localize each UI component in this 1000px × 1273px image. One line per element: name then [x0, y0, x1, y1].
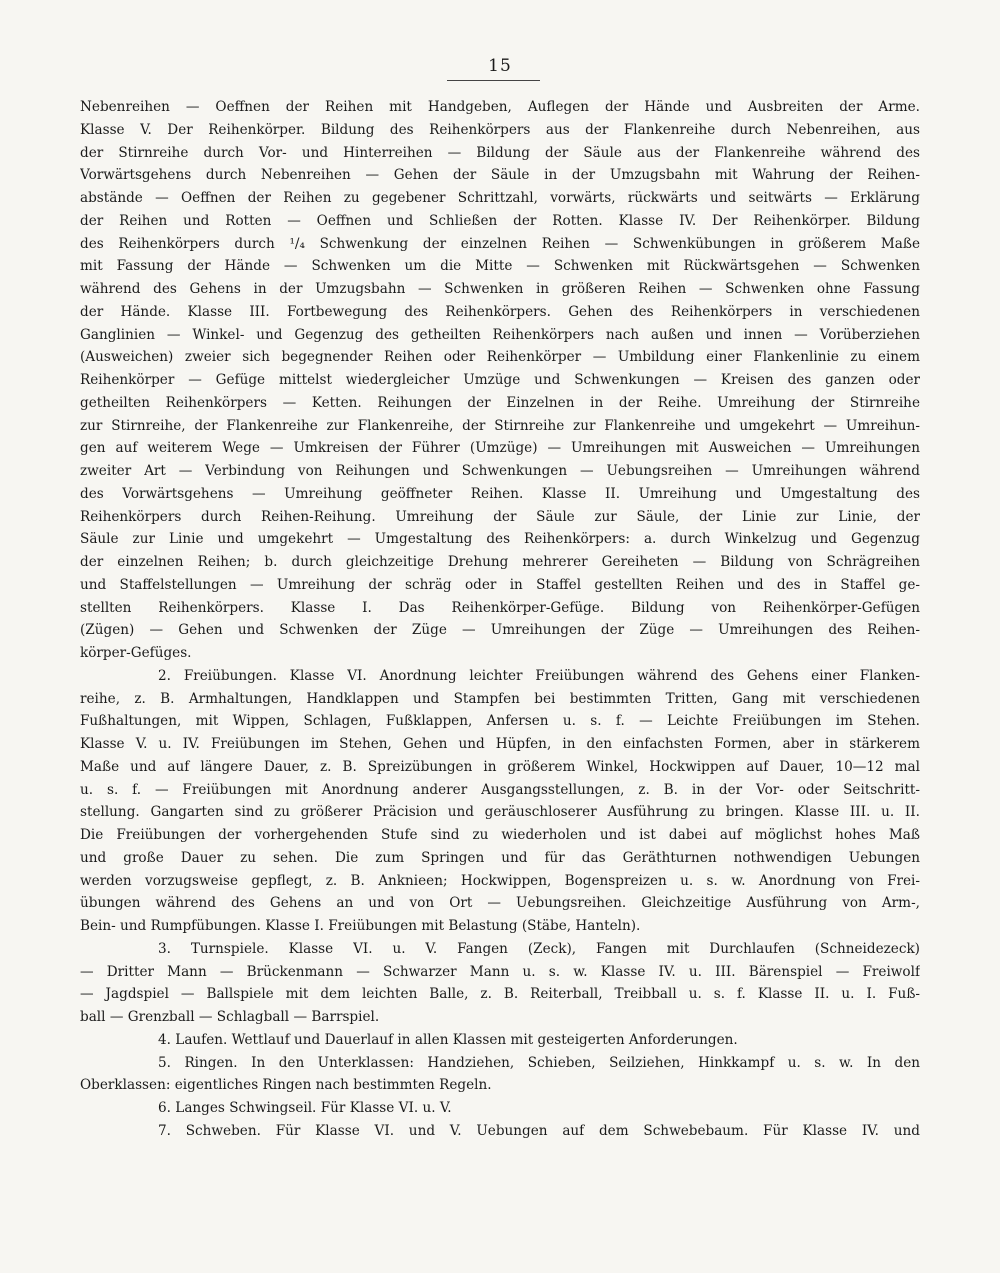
text-line: Maße und auf längere Dauer, z. B. Spreizübungen in größerem Winkel, Hockwippen auf Dauer, 10—12 mal	[80, 758, 920, 775]
text-line: und große Dauer zu sehen. Die zum Springen und für das Geräthturnen nothwendigen Uebungen	[80, 849, 920, 866]
text-line: Klasse V. u. IV. Freiübungen im Stehen, Gehen und Hüpfen, in den einfachsten Formen, aber in stärkerem	[80, 736, 920, 752]
text-line: stellten Reihenkörpers. Klasse I. Das Reihenkörper-Gefüge. Bildung von Reihenkörper-Gefügen	[80, 599, 920, 616]
text-line: der Reihen und Rotten — Oeffnen und Schließen der Rotten. Klasse IV. Der Reihenkörper. Bildung	[80, 212, 920, 229]
body-text	[80, 96, 920, 1143]
text-line: getheilten Reihenkörpers — Ketten. Reihungen der Einzelnen in der Reihe. Umreihung der Stirnreihe	[80, 394, 920, 411]
text-line: ball — Grenzball — Schlagball — Barrspiel.	[80, 1009, 380, 1025]
text-line: stellung. Gangarten sind zu größerer Präcision und geräuschloserer Ausführung zu bringen. Klasse III. u. II.	[80, 804, 920, 821]
text-line: übungen während des Gehens an und von Ort — Uebungsreihen. Gleichzeitige Ausführung von Arm-,	[80, 895, 920, 912]
text-line: 7. Schweben. Für Klasse VI. und V. Uebungen auf dem Schwebebaum. Für Klasse IV. und	[158, 1122, 920, 1139]
page-number: 15	[488, 56, 512, 76]
text-line: Vorwärtsgehens durch Nebenreihen — Gehen der Säule in der Umzugsbahn mit Wahrung der Reihen-	[80, 167, 920, 184]
text-line: reihe, z. B. Armhaltungen, Handklappen und Stampfen bei bestimmten Tritten, Gang mit verschiedenen	[80, 690, 920, 707]
text-line: gen auf weiterem Wege — Umkreisen der Führer (Umzüge) — Umreihungen mit Ausweichen — Umreihungen	[80, 440, 920, 457]
text-line: — Jagdspiel — Ballspiele mit dem leichten Balle, z. B. Reiterball, Treibball u. s. f. Klasse II. u. I. Fuß-	[80, 986, 920, 1003]
text-line: Fußhaltungen, mit Wippen, Schlagen, Fußklappen, Anfersen u. s. f. — Leichte Freiübungen im Stehen.	[80, 713, 920, 730]
text-line: und Staffelstellungen — Umreihung der schräg oder in Staffel gestellten Reihen und des in Staffel ge-	[80, 576, 920, 593]
text-line: zweiter Art — Verbindung von Reihungen und Schwenkungen — Uebungsreihen — Umreihungen während	[80, 463, 920, 479]
text-line: 5. Ringen. In den Unterklassen: Handziehen, Schieben, Seilziehen, Hinkkampf u. s. w. In den	[158, 1054, 920, 1071]
text-line: mit Fassung der Hände — Schwenken um die Mitte — Schwenken mit Rückwärtsgehen — Schwenken	[80, 258, 920, 275]
text-line: Reihenkörper — Gefüge mittelst wiedergleicher Umzüge und Schwenkungen — Kreisen des ganzen oder	[80, 372, 920, 388]
text-line: u. s. f. — Freiübungen mit Anordnung anderer Ausgangsstellungen, z. B. in der Vor- oder Seitschritt-	[80, 781, 920, 798]
text-line: während des Gehens in der Umzugsbahn — Schwenken in größeren Reihen — Schwenken ohne Fassung	[80, 281, 920, 297]
text-line: 6. Langes Schwingseil. Für Klasse VI. u. V.	[158, 1100, 452, 1116]
text-line: abstände — Oeffnen der Reihen zu gegebener Schrittzahl, vorwärts, rückwärts und seitwärts — Erklärung	[80, 190, 920, 206]
text-line: körper-Gefüges.	[80, 645, 192, 661]
text-line: des Reihenkörpers durch ¹/₄ Schwenkung der einzelnen Reihen — Schwenkübungen in größerem Maße	[80, 235, 920, 252]
text-line: 4. Laufen. Wettlauf und Dauerlauf in allen Klassen mit gesteigerten Anforderungen.	[158, 1031, 738, 1048]
text-line: 2. Freiübungen. Klasse VI. Anordnung leichter Freiübungen während des Gehens einer Flanken-	[158, 667, 920, 684]
text-line: der Hände. Klasse III. Fortbewegung des Reihenkörpers. Gehen des Reihenkörpers in verschiedenen	[80, 303, 920, 320]
text-line: Klasse V. Der Reihenkörper. Bildung des Reihenkörpers aus der Flankenreihe durch Nebenreihen, aus	[80, 121, 920, 138]
text-line: des Vorwärtsgehens — Umreihung geöffneter Reihen. Klasse II. Umreihung und Umgestaltung des	[80, 485, 920, 502]
text-line: der Stirnreihe durch Vor- und Hinterreihen — Bildung der Säule aus der Flankenreihe während des	[80, 144, 920, 161]
text-line: Säule zur Linie und umgekehrt — Umgestaltung des Reihenkörpers: a. durch Winkelzug und Gegenzug	[80, 531, 920, 548]
text-line: (Ausweichen) zweier sich begegnender Reihen oder Reihenkörper — Umbildung einer Flankenlinie zu einem	[80, 349, 920, 366]
text-line: zur Stirnreihe, der Flankenreihe zur Flankenreihe, der Stirnreihe zur Flankenreihe und umgekehrt — Umreihun-	[80, 417, 920, 434]
text-line: (Zügen) — Gehen und Schwenken der Züge — Umreihungen der Züge — Umreihungen des Reihen-	[80, 622, 920, 639]
text-line: 3. Turnspiele. Klasse VI. u. V. Fangen (Zeck), Fangen mit Durchlaufen (Schneidezeck)	[158, 940, 920, 957]
text-line: werden vorzugsweise gepflegt, z. B. Anknieen; Hockwippen, Bogenspreizen u. s. w. Anordnung von Frei-	[80, 872, 920, 889]
text-line: — Dritter Mann — Brückenmann — Schwarzer Mann u. s. w. Klasse IV. u. III. Bärenspiel — Freiwolf	[80, 963, 920, 980]
text-line: Die Freiübungen der vorhergehenden Stufe sind zu wiederholen und ist dabei auf möglichst hohes Maß	[80, 827, 920, 843]
text-line: Nebenreihen — Oeffnen der Reihen mit Handgeben, Auflegen der Hände und Ausbreiten der Arme.	[80, 99, 920, 115]
text-line: der einzelnen Reihen; b. durch gleichzeitige Drehung mehrerer Gereiheten — Bildung von Schrägreihen	[80, 554, 920, 570]
page-number-rule	[447, 80, 540, 81]
text-line: Oberklassen: eigentliches Ringen nach bestimmten Regeln.	[80, 1077, 492, 1094]
text-line: Bein- und Rumpfübungen. Klasse I. Freiübungen mit Belastung (Stäbe, Hanteln).	[80, 918, 641, 934]
text-line: Ganglinien — Winkel- und Gegenzug des getheilten Reihenkörpers nach außen und innen — Vorüberziehen	[80, 326, 920, 343]
text-line: Reihenkörpers durch Reihen-Reihung. Umreihung der Säule zur Säule, der Linie zur Linie, der	[80, 508, 920, 525]
